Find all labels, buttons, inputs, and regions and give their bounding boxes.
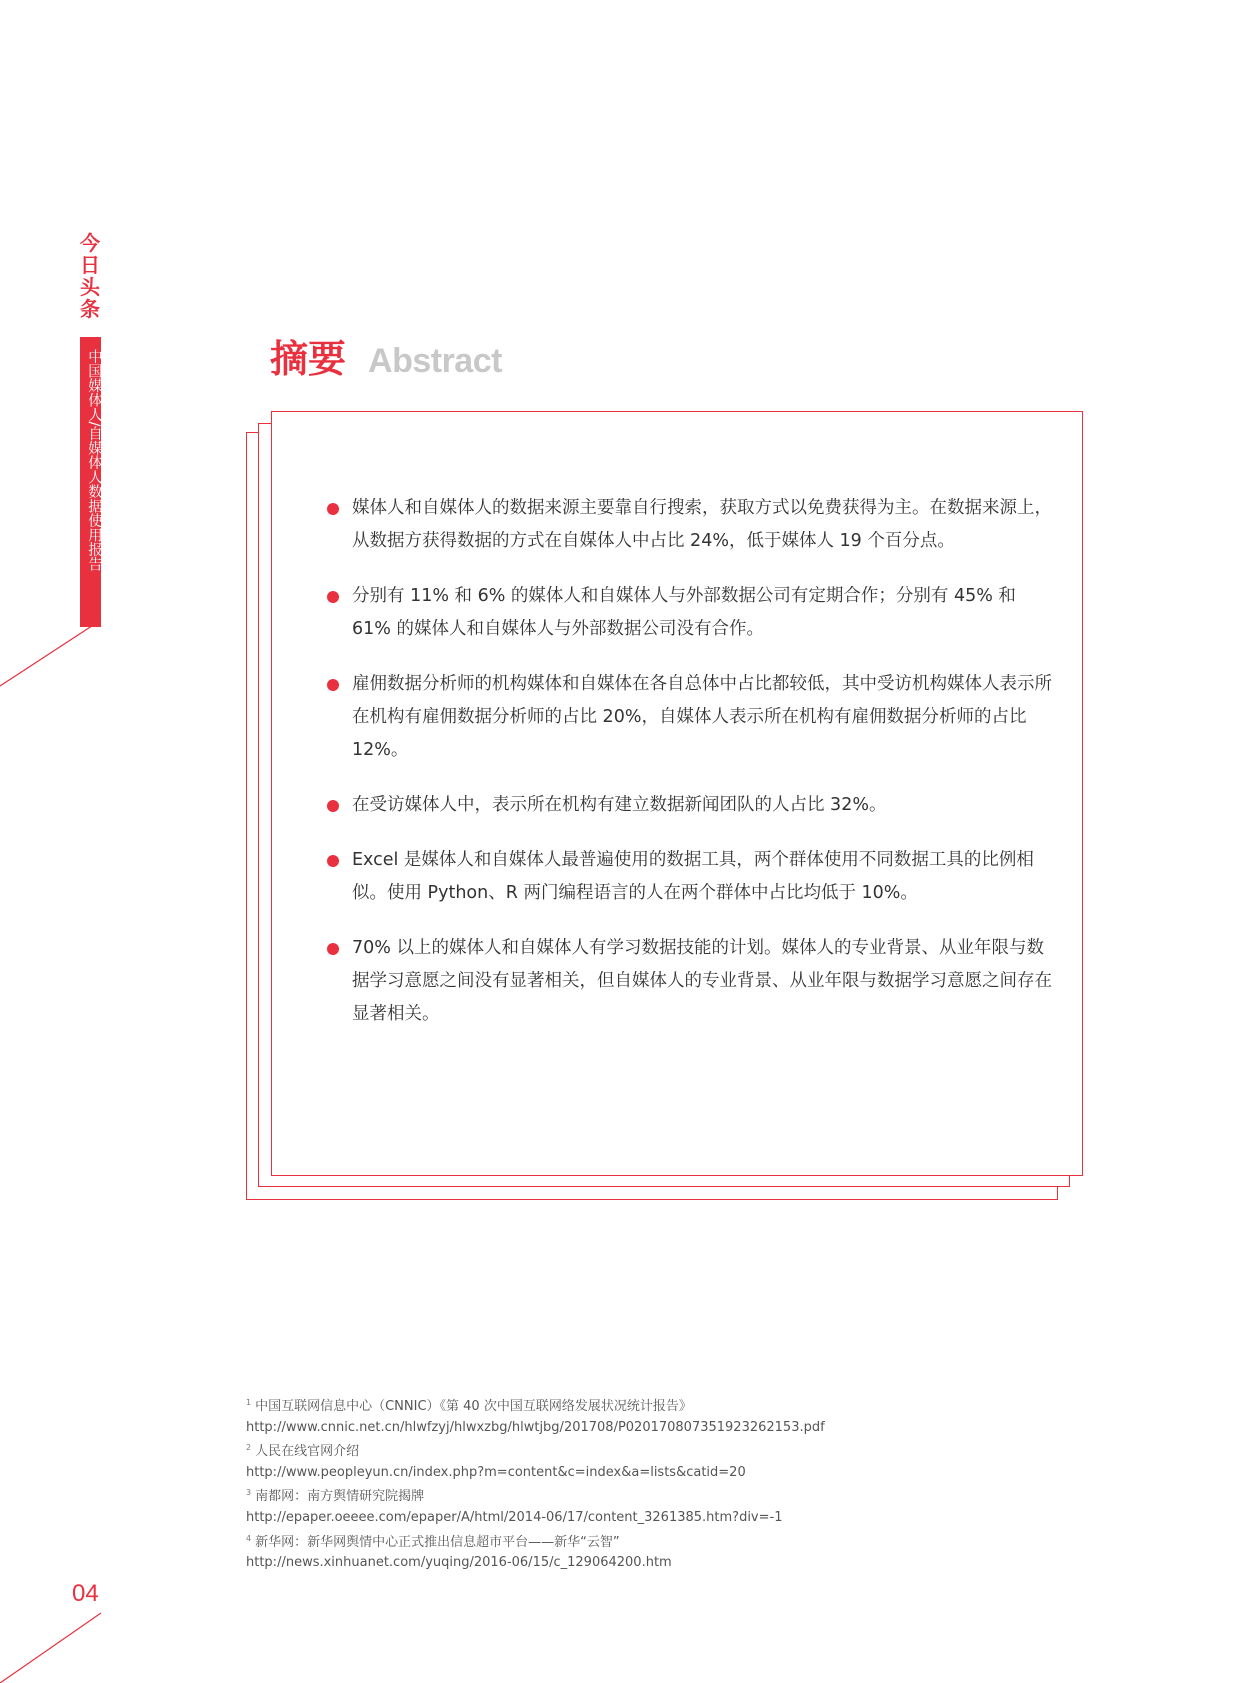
bullet-dot-icon bbox=[327, 503, 339, 515]
summary-item-text: 分别有 11% 和 6% 的媒体人和自媒体人与外部数据公司有定期合作；分别有 45% 和 61% 的媒体人和自媒体人与外部数据公司没有合作。 bbox=[352, 586, 1016, 639]
summary-item-text: 雇佣数据分析师的机构媒体和自媒体在各自总体中占比都较低，其中受访机构媒体人表示所在机构有雇佣数据分析师的占比 20%，自媒体人表示所在机构有雇佣数据分析师的占比 12%。 bbox=[352, 674, 1052, 760]
page-title-cn: 摘要 bbox=[270, 337, 347, 381]
footnote-url[interactable]: http://www.cnnic.net.cn/hlwfzyj/hlwxzbg/hlwtjbg/201708/P020170807351923262153.pdf bbox=[246, 1419, 825, 1435]
footnote-text: 人民在线官网介绍 bbox=[255, 1444, 360, 1460]
bullet-dot-icon bbox=[327, 800, 339, 812]
report-title-vertical: 中国媒体人/自媒体人数据使用报告 bbox=[86, 349, 102, 572]
summary-item bbox=[352, 844, 1052, 910]
summary-item bbox=[352, 932, 1052, 1031]
footnote-text: 新华网：新华网舆情中心正式推出信息超市平台——新华“云智” bbox=[255, 1534, 620, 1550]
summary-item bbox=[352, 668, 1052, 767]
footnote-title bbox=[246, 1483, 1046, 1508]
footnotes bbox=[246, 1393, 1046, 1574]
bullet-dot-icon bbox=[327, 679, 339, 691]
diagonal-line-upper bbox=[0, 620, 101, 686]
footnote-number: 2 bbox=[246, 1443, 252, 1453]
footnote-text: 中国互联网信息中心（CNNIC）《第 40 次中国互联网络发展状况统计报告》 bbox=[255, 1399, 692, 1414]
brand-name: 今日头条 bbox=[80, 231, 100, 321]
bullet-dot-icon bbox=[327, 855, 339, 867]
summary-list bbox=[352, 492, 1052, 1053]
summary-item bbox=[352, 580, 1052, 646]
summary-item-text: Excel 是媒体人和自媒体人最普遍使用的数据工具，两个群体使用不同数据工具的比例相似。使用 Python、R 两门编程语言的人在两个群体中占比均低于 10%。 bbox=[352, 850, 1034, 903]
footnote-number: 3 bbox=[246, 1488, 252, 1498]
footnote-url[interactable]: http://news.xinhuanet.com/yuqing/2016-06/15/c_129064200.htm bbox=[246, 1555, 672, 1571]
footnote-url[interactable]: http://www.peopleyun.cn/index.php?m=content&c=index&a=lists&catid=20 bbox=[246, 1464, 746, 1480]
footnote-url[interactable]: http://epaper.oeeee.com/epaper/A/html/2014-06/17/content_3261385.htm?div=-1 bbox=[246, 1509, 783, 1525]
bullet-dot-icon bbox=[327, 591, 339, 603]
footnote-title bbox=[246, 1438, 1046, 1463]
bullet-dot-icon bbox=[327, 943, 339, 955]
page-title bbox=[270, 328, 502, 380]
footnote-title bbox=[246, 1393, 1046, 1418]
page-title-en: Abstract bbox=[368, 342, 502, 380]
footnote-text: 南都网：南方舆情研究院揭牌 bbox=[255, 1489, 425, 1505]
summary-item bbox=[352, 492, 1052, 558]
summary-item-text: 在受访媒体人中，表示所在机构有建立数据新闻团队的人占比 32%。 bbox=[352, 795, 887, 815]
summary-item-text: 70% 以上的媒体人和自媒体人有学习数据技能的计划。媒体人的专业背景、从业年限与数据学习意愿之间没有显著相关，但自媒体人的专业背景、从业年限与数据学习意愿之间存在显著相关。 bbox=[352, 938, 1052, 1024]
summary-item-text: 媒体人和自媒体人的数据来源主要靠自行搜索，获取方式以免费获得为主。在数据来源上，从数据方获得数据的方式在自媒体人中占比 24%，低于媒体人 19 个百分点。 bbox=[352, 498, 1052, 551]
footnote-number: 4 bbox=[246, 1533, 252, 1543]
diagonal-line-lower bbox=[0, 1613, 101, 1683]
footnote-number: 1 bbox=[246, 1398, 252, 1407]
page-number: 04 bbox=[72, 1580, 99, 1607]
footnote-title bbox=[246, 1529, 1046, 1554]
summary-item bbox=[352, 789, 1052, 822]
